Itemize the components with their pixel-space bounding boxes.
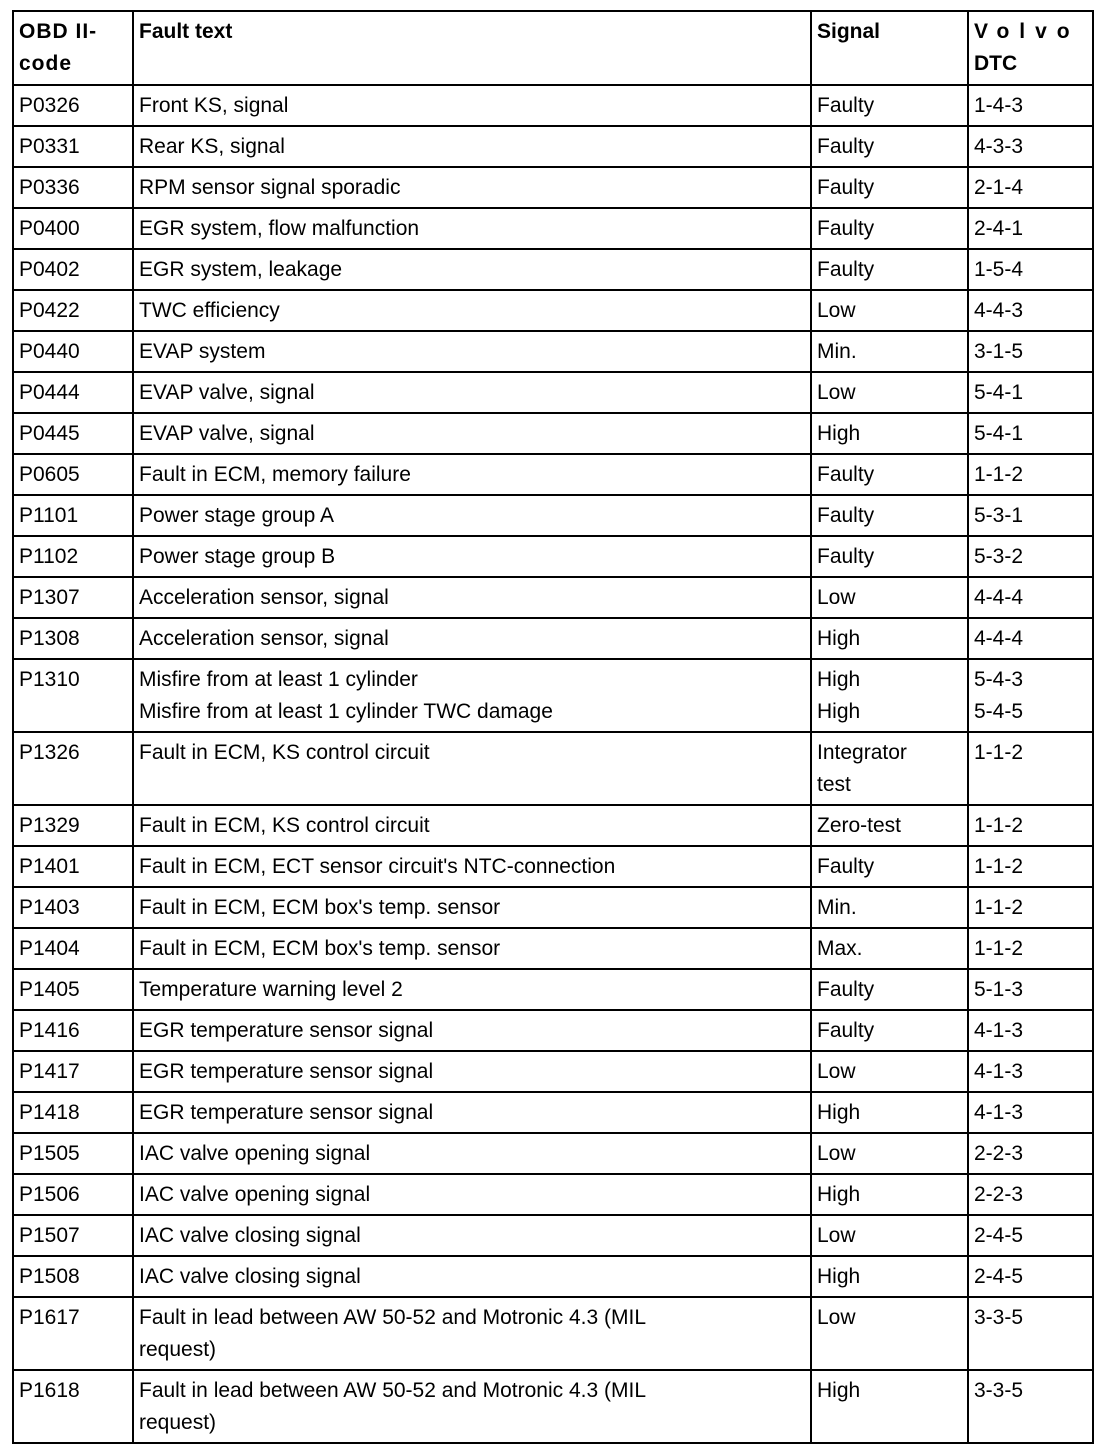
table-row (13, 1010, 1093, 1051)
obd-code-cell: P1307 (13, 577, 133, 618)
obd-code-cell: P0331 (13, 126, 133, 167)
fault-text-cell (133, 1010, 811, 1051)
signal-cell (811, 732, 968, 805)
volvo-dtc-cell (968, 372, 1093, 413)
fault-text-cell (133, 85, 811, 126)
fault-code-table (12, 10, 1094, 1444)
obd-code-cell: P1101 (13, 495, 133, 536)
obd-code-cell: P0326 (13, 85, 133, 126)
signal-cell-line: High (817, 422, 861, 445)
signal-cell-line: Faulty (817, 94, 875, 117)
signal-cell-line: Faulty (817, 545, 875, 568)
fault-text-cell-line: EGR temperature sensor signal (139, 1060, 434, 1083)
obd-code-cell: P0444 (13, 372, 133, 413)
fault-text-cell (133, 1092, 811, 1133)
signal-cell-line: Low (817, 1142, 856, 1165)
table-row (13, 331, 1093, 372)
signal-cell-line: Min. (817, 896, 857, 919)
fault-text-cell-line: EGR system, flow malfunction (139, 217, 420, 240)
fault-text-cell (133, 331, 811, 372)
table-row (13, 85, 1093, 126)
table-row (13, 846, 1093, 887)
signal-cell (811, 1010, 968, 1051)
signal-cell-line: Faulty (817, 978, 875, 1001)
fault-text-cell (133, 1174, 811, 1215)
volvo-dtc-cell (968, 1256, 1093, 1297)
volvo-dtc-cell-line: 5-3-2 (974, 545, 1024, 568)
signal-cell-line: Integrator (817, 741, 907, 764)
fault-text-cell (133, 495, 811, 536)
signal-cell (811, 331, 968, 372)
volvo-dtc-cell (968, 331, 1093, 372)
obd-code-cell: P1405 (13, 969, 133, 1010)
fault-text-cell-line: Misfire from at least 1 cylinder (139, 668, 418, 691)
obd-code-cell: P0605 (13, 454, 133, 495)
volvo-dtc-cell-line: 2-1-4 (974, 176, 1024, 199)
fault-text-cell (133, 208, 811, 249)
fault-text-cell-line: IAC valve closing signal (139, 1265, 361, 1288)
fault-text-cell (133, 1256, 811, 1297)
signal-cell-line: Faulty (817, 176, 875, 199)
fault-text-cell-line: Fault in ECM, ECM box's temp. sensor (139, 896, 501, 919)
table-row (13, 1174, 1093, 1215)
fault-text-cell (133, 659, 811, 732)
table-row (13, 290, 1093, 331)
volvo-dtc-cell-line: 3-1-5 (974, 340, 1024, 363)
signal-cell-line: Faulty (817, 463, 875, 486)
table-row (13, 659, 1093, 732)
table-row (13, 577, 1093, 618)
obd-code-cell: P1506 (13, 1174, 133, 1215)
signal-cell (811, 1297, 968, 1370)
signal-cell (811, 1133, 968, 1174)
fault-text-cell-line: Fault in ECM, KS control circuit (139, 814, 430, 837)
table-row (13, 208, 1093, 249)
signal-cell-line: Faulty (817, 258, 875, 281)
signal-cell (811, 1370, 968, 1443)
fault-text-cell-line: IAC valve opening signal (139, 1142, 371, 1165)
volvo-dtc-cell-line: 4-1-3 (974, 1101, 1024, 1124)
volvo-dtc-cell-line: 5-4-1 (974, 422, 1024, 445)
signal-cell (811, 1174, 968, 1215)
signal-cell (811, 208, 968, 249)
fault-text-cell-line: Fault in ECM, memory failure (139, 463, 411, 486)
fault-text-cell (133, 290, 811, 331)
volvo-dtc-cell-line: 1-5-4 (974, 258, 1024, 281)
obd-code-cell: P0440 (13, 331, 133, 372)
obd-code-cell: P1310 (13, 659, 133, 732)
volvo-dtc-cell (968, 618, 1093, 659)
signal-cell (811, 1215, 968, 1256)
signal-cell (811, 413, 968, 454)
volvo-dtc-cell (968, 846, 1093, 887)
volvo-dtc-cell (968, 659, 1093, 732)
obd-code-cell: P0445 (13, 413, 133, 454)
signal-cell (811, 805, 968, 846)
header-obd-line2: code (19, 52, 73, 75)
fault-text-cell (133, 577, 811, 618)
volvo-dtc-cell (968, 577, 1093, 618)
fault-text-cell-line: EGR temperature sensor signal (139, 1019, 434, 1042)
obd-code-cell: P1416 (13, 1010, 133, 1051)
fault-text-cell-line: Fault in lead between AW 50-52 and Motronic 4.3 (MIL (139, 1306, 646, 1329)
header-obd-line1: OBD II- (19, 20, 98, 43)
table-header-row (13, 11, 1093, 85)
signal-cell-line: test (817, 773, 851, 796)
table-row (13, 969, 1093, 1010)
signal-cell-line: Faulty (817, 1019, 875, 1042)
volvo-dtc-cell (968, 1215, 1093, 1256)
table-body (13, 85, 1093, 1443)
signal-cell-line: High (817, 668, 861, 691)
fault-text-cell (133, 167, 811, 208)
signal-cell (811, 249, 968, 290)
volvo-dtc-cell (968, 1370, 1093, 1443)
table-row (13, 126, 1093, 167)
fault-text-cell (133, 126, 811, 167)
signal-cell (811, 846, 968, 887)
fault-text-cell (133, 372, 811, 413)
volvo-dtc-cell (968, 167, 1093, 208)
obd-code-cell: P1417 (13, 1051, 133, 1092)
fault-text-cell-line: EGR temperature sensor signal (139, 1101, 434, 1124)
fault-text-cell (133, 454, 811, 495)
volvo-dtc-cell-line: 1-1-2 (974, 855, 1024, 878)
volvo-dtc-cell (968, 85, 1093, 126)
volvo-dtc-cell-line: 5-1-3 (974, 978, 1024, 1001)
header-fault-text: Fault text (133, 11, 811, 85)
fault-text-cell-line: Rear KS, signal (139, 135, 285, 158)
signal-cell (811, 167, 968, 208)
fault-text-cell (133, 1370, 811, 1443)
fault-text-cell (133, 249, 811, 290)
fault-text-cell (133, 887, 811, 928)
volvo-dtc-cell (968, 495, 1093, 536)
volvo-dtc-cell (968, 536, 1093, 577)
fault-text-cell-line: EVAP valve, signal (139, 381, 315, 404)
volvo-dtc-cell-line: 5-3-1 (974, 504, 1024, 527)
volvo-dtc-cell (968, 887, 1093, 928)
obd-code-cell: P1329 (13, 805, 133, 846)
signal-cell-line: High (817, 627, 861, 650)
volvo-dtc-cell-line: 1-1-2 (974, 741, 1024, 764)
header-volvo-dtc (968, 11, 1093, 85)
table-row (13, 1297, 1093, 1370)
table-row (13, 928, 1093, 969)
volvo-dtc-cell-line: 4-4-3 (974, 299, 1024, 322)
volvo-dtc-cell-line: 5-4-3 (974, 668, 1024, 691)
fault-text-cell-line: RPM sensor signal sporadic (139, 176, 401, 199)
volvo-dtc-cell (968, 290, 1093, 331)
fault-text-cell-line: Power stage group A (139, 504, 334, 527)
signal-cell-line: Low (817, 299, 856, 322)
signal-cell (811, 495, 968, 536)
table-row (13, 413, 1093, 454)
fault-text-cell-line: Fault in lead between AW 50-52 and Motronic 4.3 (MIL (139, 1379, 646, 1402)
obd-code-cell: P1326 (13, 732, 133, 805)
volvo-dtc-cell (968, 1051, 1093, 1092)
signal-cell-line: Faulty (817, 504, 875, 527)
fault-text-cell-line: Fault in ECM, KS control circuit (139, 741, 430, 764)
table-row (13, 372, 1093, 413)
fault-text-cell (133, 928, 811, 969)
fault-text-cell (133, 1297, 811, 1370)
signal-cell (811, 887, 968, 928)
fault-text-cell-line: TWC efficiency (139, 299, 280, 322)
signal-cell (811, 577, 968, 618)
fault-text-cell (133, 1215, 811, 1256)
obd-code-cell: P0336 (13, 167, 133, 208)
fault-text-cell-line: Misfire from at least 1 cylinder TWC damage (139, 700, 553, 723)
volvo-dtc-cell-line: 4-1-3 (974, 1060, 1024, 1083)
signal-cell-line: Max. (817, 937, 863, 960)
fault-text-cell-line: EVAP system (139, 340, 266, 363)
volvo-dtc-cell (968, 969, 1093, 1010)
fault-text-cell (133, 1051, 811, 1092)
obd-code-cell: P1308 (13, 618, 133, 659)
obd-code-cell: P1508 (13, 1256, 133, 1297)
volvo-dtc-cell-line: 5-4-5 (974, 700, 1024, 723)
fault-text-cell (133, 618, 811, 659)
fault-text-cell (133, 1133, 811, 1174)
table-row (13, 805, 1093, 846)
table-row (13, 249, 1093, 290)
volvo-dtc-cell (968, 1133, 1093, 1174)
volvo-dtc-cell (968, 454, 1093, 495)
fault-text-cell (133, 536, 811, 577)
volvo-dtc-cell (968, 413, 1093, 454)
volvo-dtc-cell-line: 3-3-5 (974, 1379, 1024, 1402)
obd-code-cell: P0400 (13, 208, 133, 249)
fault-text-cell-line: EVAP valve, signal (139, 422, 315, 445)
volvo-dtc-cell-line: 1-4-3 (974, 94, 1024, 117)
table-row (13, 1092, 1093, 1133)
signal-cell-line: Low (817, 1060, 856, 1083)
signal-cell-line: High (817, 1265, 861, 1288)
table-row (13, 1370, 1093, 1443)
volvo-dtc-cell-line: 1-1-2 (974, 896, 1024, 919)
fault-text-cell (133, 969, 811, 1010)
signal-cell (811, 126, 968, 167)
volvo-dtc-cell-line: 4-1-3 (974, 1019, 1024, 1042)
table-row (13, 167, 1093, 208)
obd-code-cell: P1507 (13, 1215, 133, 1256)
table-row (13, 732, 1093, 805)
fault-text-cell (133, 732, 811, 805)
fault-text-cell-line: Temperature warning level 2 (139, 978, 403, 1001)
volvo-dtc-cell (968, 1174, 1093, 1215)
fault-text-cell-line: IAC valve closing signal (139, 1224, 361, 1247)
fault-text-cell-line: EGR system, leakage (139, 258, 343, 281)
obd-code-cell: P1401 (13, 846, 133, 887)
obd-code-cell: P0422 (13, 290, 133, 331)
volvo-dtc-cell-line: 4-4-4 (974, 586, 1024, 609)
volvo-dtc-cell (968, 249, 1093, 290)
signal-cell (811, 659, 968, 732)
fault-text-cell (133, 413, 811, 454)
signal-cell (811, 1092, 968, 1133)
volvo-dtc-cell-line: 1-1-2 (974, 814, 1024, 837)
table-row (13, 495, 1093, 536)
volvo-dtc-cell (968, 1010, 1093, 1051)
signal-cell-line: High (817, 1379, 861, 1402)
signal-cell (811, 372, 968, 413)
fault-text-cell-line: request) (139, 1338, 217, 1361)
volvo-dtc-cell (968, 208, 1093, 249)
table-row (13, 618, 1093, 659)
signal-cell-line: Low (817, 1306, 856, 1329)
signal-cell-line: Low (817, 586, 856, 609)
table-row (13, 1051, 1093, 1092)
volvo-dtc-cell (968, 805, 1093, 846)
signal-cell (811, 1256, 968, 1297)
obd-code-cell: P1505 (13, 1133, 133, 1174)
volvo-dtc-cell (968, 1297, 1093, 1370)
volvo-dtc-cell-line: 5-4-1 (974, 381, 1024, 404)
volvo-dtc-cell-line: 4-4-4 (974, 627, 1024, 650)
signal-cell-line: High (817, 1101, 861, 1124)
obd-code-cell: P0402 (13, 249, 133, 290)
signal-cell (811, 618, 968, 659)
signal-cell-line: Faulty (817, 217, 875, 240)
obd-code-cell: P1102 (13, 536, 133, 577)
signal-cell-line: Faulty (817, 135, 875, 158)
signal-cell (811, 536, 968, 577)
fault-text-cell-line: Power stage group B (139, 545, 336, 568)
volvo-dtc-cell-line: 2-2-3 (974, 1183, 1024, 1206)
signal-cell (811, 928, 968, 969)
volvo-dtc-cell-line: 3-3-5 (974, 1306, 1024, 1329)
fault-text-cell (133, 805, 811, 846)
volvo-dtc-cell-line: 1-1-2 (974, 937, 1024, 960)
fault-text-cell-line: Acceleration sensor, signal (139, 586, 389, 609)
fault-text-cell-line: Fault in ECM, ECM box's temp. sensor (139, 937, 501, 960)
obd-code-cell: P1418 (13, 1092, 133, 1133)
fault-text-cell (133, 846, 811, 887)
document-page (12, 10, 1092, 1444)
obd-code-cell: P1403 (13, 887, 133, 928)
signal-cell-line: Low (817, 381, 856, 404)
signal-cell-line: Min. (817, 340, 857, 363)
signal-cell (811, 85, 968, 126)
obd-code-cell: P1617 (13, 1297, 133, 1370)
volvo-dtc-cell-line: 2-4-5 (974, 1224, 1024, 1247)
fault-text-cell-line: Front KS, signal (139, 94, 289, 117)
obd-code-cell: P1618 (13, 1370, 133, 1443)
fault-text-cell-line: IAC valve opening signal (139, 1183, 371, 1206)
table-row (13, 1133, 1093, 1174)
fault-text-cell-line: request) (139, 1411, 217, 1434)
table-row (13, 887, 1093, 928)
header-volvo-line1: Volvo (974, 20, 1080, 43)
header-signal: Signal (811, 11, 968, 85)
fault-text-cell-line: Acceleration sensor, signal (139, 627, 389, 650)
volvo-dtc-cell (968, 732, 1093, 805)
volvo-dtc-cell (968, 1092, 1093, 1133)
signal-cell-line: Zero-test (817, 814, 902, 837)
obd-code-cell: P1404 (13, 928, 133, 969)
volvo-dtc-cell-line: 1-1-2 (974, 463, 1024, 486)
volvo-dtc-cell-line: 2-2-3 (974, 1142, 1024, 1165)
volvo-dtc-cell-line: 2-4-5 (974, 1265, 1024, 1288)
fault-text-cell-line: Fault in ECM, ECT sensor circuit's NTC-connection (139, 855, 616, 878)
signal-cell (811, 969, 968, 1010)
signal-cell-line: High (817, 1183, 861, 1206)
table-row (13, 1256, 1093, 1297)
table-row (13, 1215, 1093, 1256)
signal-cell-line: High (817, 700, 861, 723)
table-row (13, 454, 1093, 495)
signal-cell (811, 290, 968, 331)
signal-cell (811, 1051, 968, 1092)
table-row (13, 536, 1093, 577)
signal-cell (811, 454, 968, 495)
header-volvo-line2: DTC (974, 52, 1018, 75)
signal-cell-line: Low (817, 1224, 856, 1247)
volvo-dtc-cell-line: 4-3-3 (974, 135, 1024, 158)
volvo-dtc-cell-line: 2-4-1 (974, 217, 1024, 240)
volvo-dtc-cell (968, 126, 1093, 167)
volvo-dtc-cell (968, 928, 1093, 969)
signal-cell-line: Faulty (817, 855, 875, 878)
header-obd-code (13, 11, 133, 85)
